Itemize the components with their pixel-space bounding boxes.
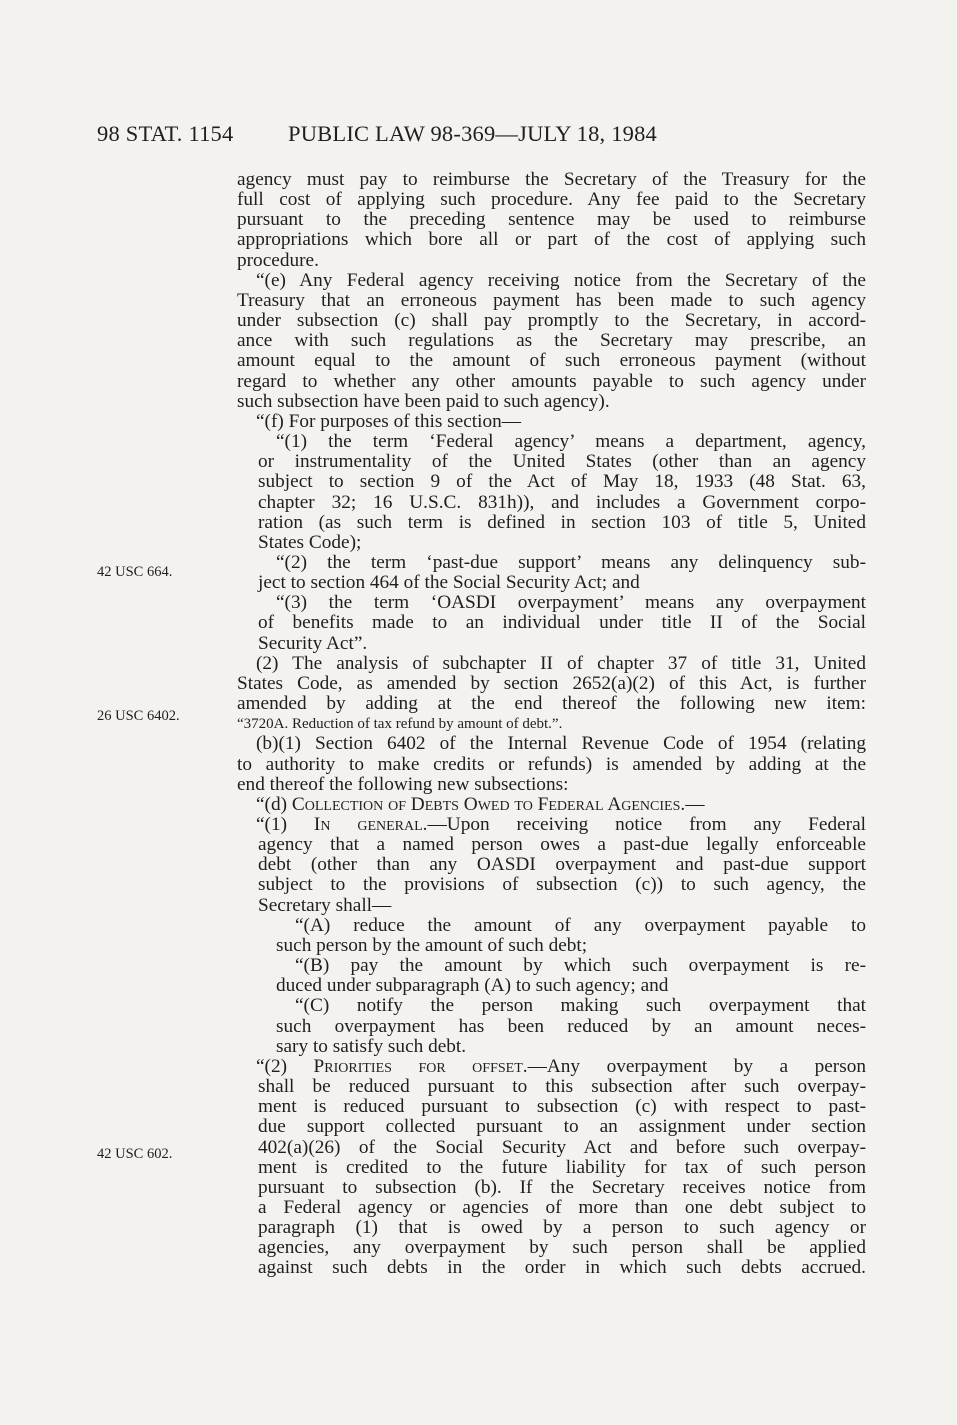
text-line: such overpayment has been reduced by an amount neces- <box>276 1015 866 1037</box>
text-line: agency that a named person owes a past-due legally enforceable <box>258 834 866 856</box>
text-line: amended by adding at the end thereof the following new item: <box>237 693 866 715</box>
margin-note-42-usc-602: 42 USC 602. <box>97 1146 173 1162</box>
text-segment: “(d) <box>256 793 292 815</box>
text-line: States Code, as amended by section 2652(a)(2) of this Act, is further <box>237 672 866 694</box>
text-line: paragraph (1) that is owed by a person to such agency or <box>258 1217 866 1239</box>
text-line: amount equal to the amount of such erroneous payment (without <box>237 350 866 372</box>
text-line: ment is credited to the future liability for tax of such person <box>258 1156 866 1178</box>
text-segment: —Upon receiving notice from any Federal <box>427 814 866 835</box>
text-line: subject to the provisions of subsection (c)) to such agency, the <box>258 874 866 896</box>
text-line: shall be reduced pursuant to this subsection after such overpay- <box>258 1076 866 1098</box>
text-line: pursuant to subsection (b). If the Secretary receives notice from <box>258 1176 866 1198</box>
text-line: (2) The analysis of subchapter II of chapter 37 of title 31, United <box>256 652 866 674</box>
text-line <box>256 1057 866 1077</box>
text-line: agency must pay to reimburse the Secretary of the Treasury for the <box>237 169 866 190</box>
text-line: such person by the amount of such debt; <box>276 934 588 956</box>
text-line: 402(a)(26) of the Social Security Act and before such overpay- <box>258 1136 866 1158</box>
text-line: “3720A. Reduction of tax refund by amount of debt.”. <box>237 716 563 733</box>
small-caps-heading: Collection of Debts Owed to Federal Agencies. <box>291 793 686 815</box>
text-segment: —Any overpayment by a person <box>527 1055 866 1077</box>
text-line: subject to section 9 of the Act of May 18, 1933 (48 Stat. 63, <box>258 471 866 493</box>
text-line: ration (as such term is defined in section 103 of title 5, United <box>258 511 866 533</box>
text-line: duced under subparagraph (A) to such agency; and <box>276 975 669 997</box>
text-line: Treasury that an erroneous payment has been made to such agency <box>237 289 866 311</box>
text-line: ance with such regulations as the Secretary may prescribe, an <box>237 330 866 352</box>
text-line: “(1) the term ‘Federal agency’ means a department, agency, <box>276 431 866 453</box>
text-line <box>256 795 866 815</box>
text-line: Security Act”. <box>258 632 368 654</box>
text-line: “(A) reduce the amount of any overpayment payable to <box>295 914 866 936</box>
statute-text <box>237 170 866 1279</box>
text-line: ject to section 464 of the Social Security Act; and <box>258 572 640 594</box>
text-segment: “(2) <box>256 1055 314 1077</box>
text-line: “(B) pay the amount by which such overpayment is re- <box>295 955 866 977</box>
text-segment: — <box>685 793 705 815</box>
text-line: chapter 32; 16 U.S.C. 831h)), and includes a Government corpo- <box>258 491 866 513</box>
text-segment: “(1) <box>256 814 314 835</box>
text-line: Secretary shall— <box>258 894 392 916</box>
text-line: a Federal agency or agencies of more than one debt subject to <box>258 1196 866 1218</box>
text-line <box>256 815 866 835</box>
text-line: due support collected pursuant to an assignment under section <box>258 1116 866 1138</box>
text-line: appropriations which bore all or part of the cost of applying such <box>237 229 866 251</box>
text-line: such subsection have been paid to such agency). <box>237 390 610 412</box>
small-caps-heading: Priorities for offset. <box>313 1055 528 1077</box>
text-line: agencies, any overpayment by such person shall be applied <box>258 1237 866 1259</box>
text-line: ment is reduced pursuant to subsection (c) with respect to past- <box>258 1096 866 1118</box>
text-line: debt (other than any OASDI overpayment and past-due support <box>258 854 866 876</box>
text-line: sary to satisfy such debt. <box>276 1035 467 1057</box>
text-line: States Code); <box>258 531 362 553</box>
text-line: full cost of applying such procedure. Any fee paid to the Secretary <box>237 189 866 211</box>
text-line: under subsection (c) shall pay promptly to the Secretary, in accord- <box>237 310 866 332</box>
text-line: “(3) the term ‘OASDI overpayment’ means any overpayment <box>276 592 866 614</box>
text-line: “(e) Any Federal agency receiving notice from the Secretary of the <box>256 269 866 291</box>
text-line: “(C) notify the person making such overpayment that <box>295 995 866 1017</box>
text-line: procedure. <box>237 249 319 271</box>
text-line: end thereof the following new subsections: <box>237 773 569 795</box>
text-line: (b)(1) Section 6402 of the Internal Revenue Code of 1954 (relating <box>256 733 866 755</box>
text-line: of benefits made to an individual under title II of the Social <box>258 612 866 634</box>
small-caps-heading: In general. <box>313 814 428 835</box>
text-line: against such debts in the order in which such debts accrued. <box>258 1257 866 1279</box>
text-line: “(2) the term ‘past-due support’ means any delinquency sub- <box>276 551 866 573</box>
page-running-title: PUBLIC LAW 98-369—JULY 18, 1984 <box>288 121 658 146</box>
margin-note-42-usc-664: 42 USC 664. <box>97 564 173 580</box>
text-line: to authority to make credits or refunds) is amended by adding at the <box>237 753 866 775</box>
margin-note-26-usc-6402: 26 USC 6402. <box>97 708 180 724</box>
text-line: regard to whether any other amounts payable to such agency under <box>237 370 866 392</box>
text-line: “(f) For purposes of this section— <box>256 410 522 432</box>
text-line: or instrumentality of the United States (other than an agency <box>258 451 866 473</box>
page-stat-number: 98 STAT. 1154 <box>97 121 234 146</box>
text-line: pursuant to the preceding sentence may be used to reimburse <box>237 209 866 231</box>
